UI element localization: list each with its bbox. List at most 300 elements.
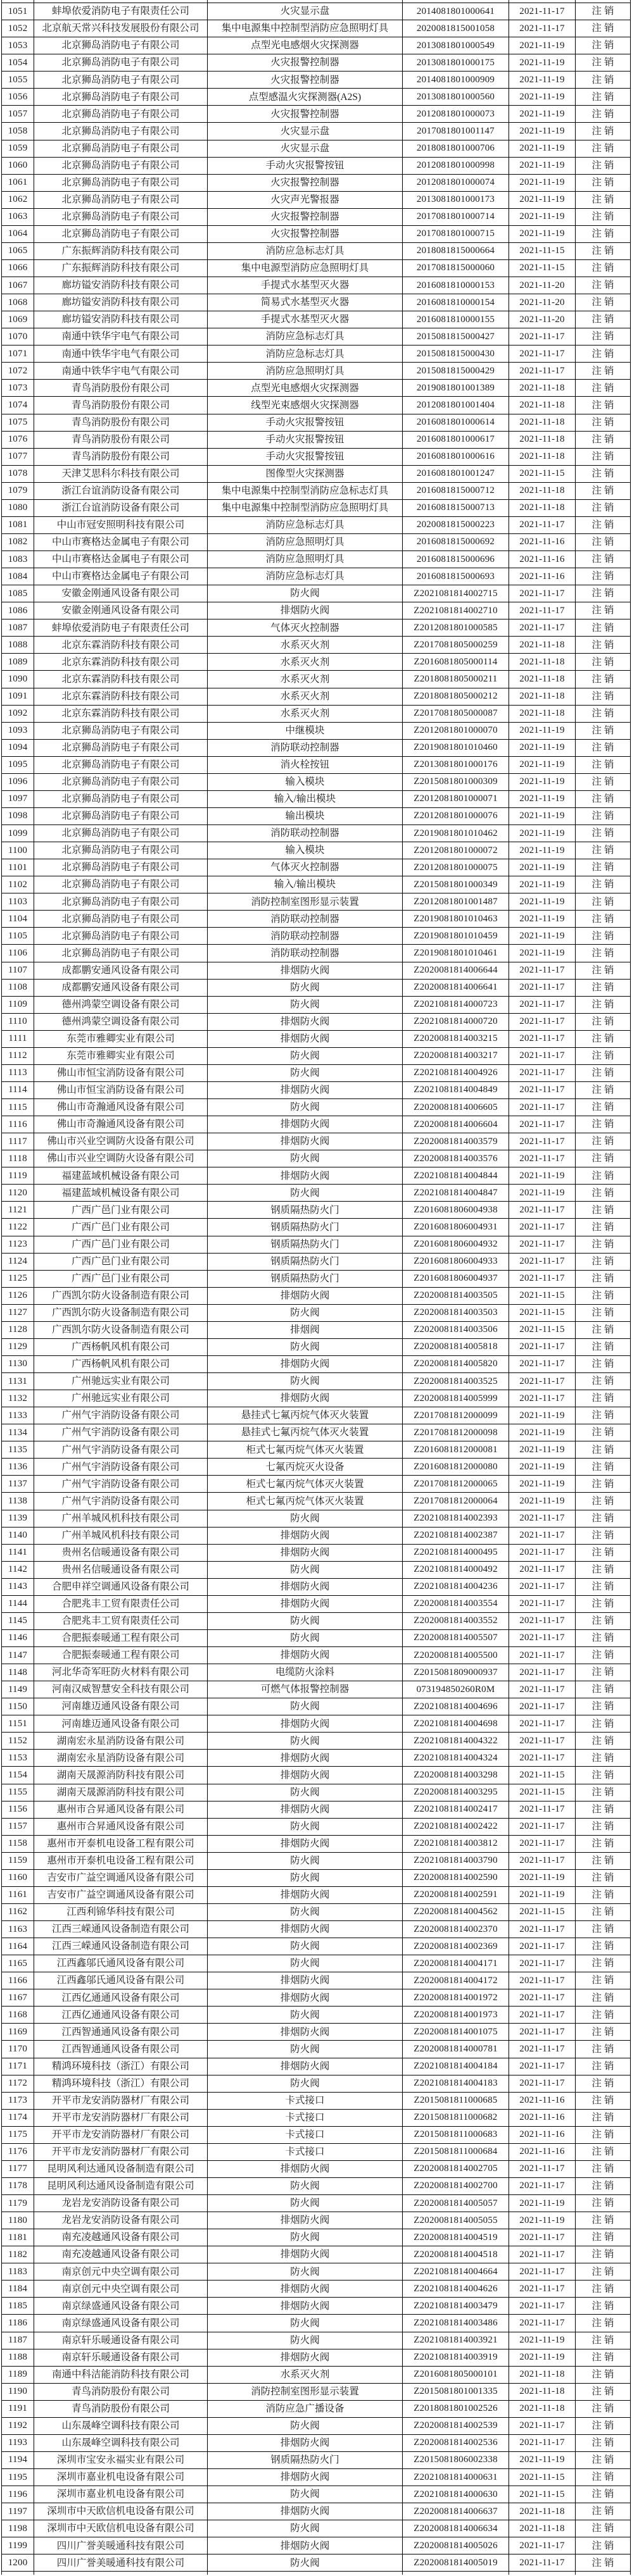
date-cell: 2021-11-17: [509, 2075, 576, 2093]
row-number-cell: 1197: [2, 2503, 34, 2520]
status-cell: 注销: [576, 54, 631, 72]
status-cell: 注销: [576, 2537, 631, 2554]
row-number-cell: 1089: [2, 654, 34, 671]
certificate-number-cell: 2017081801001147: [403, 123, 509, 140]
certificate-number-cell: Z2015081806002338: [403, 2452, 509, 2469]
company-cell: 中山市赛格达金属电子有限公司: [34, 551, 208, 568]
row-number-cell: 1074: [2, 397, 34, 414]
row-number-cell: 1122: [2, 1219, 34, 1236]
table-row: [2, 534, 631, 551]
date-cell: 2021-11-19: [509, 1167, 576, 1185]
product-cell: 钢质隔热防火门: [208, 1271, 403, 1288]
row-number-cell: 1184: [2, 2280, 34, 2298]
row-number-cell: 1190: [2, 2384, 34, 2401]
row-number-cell: 1192: [2, 2418, 34, 2435]
certificate-number-cell: Z2016081805000114: [403, 654, 509, 671]
table-row: [2, 192, 631, 209]
company-cell: 广西广邑门业有限公司: [34, 1254, 208, 1271]
product-cell: 排烟防火阀: [208, 1031, 403, 1048]
certificate-number-cell: 2012081801001404: [403, 397, 509, 414]
table-row: [2, 825, 631, 842]
certificate-number-cell: 2016081801000614: [403, 414, 509, 432]
certificate-number-cell: 2012081801000074: [403, 175, 509, 192]
company-cell: 北京狮岛消防电子有限公司: [34, 209, 208, 226]
status-cell: 注销: [576, 2007, 631, 2024]
table-row: [2, 1185, 631, 1202]
certificate-number-cell: Z2020081814002700: [403, 2178, 509, 2195]
row-number-cell: 1147: [2, 1647, 34, 1664]
product-cell: 水系灭火剂: [208, 654, 403, 671]
product-cell: 水系灭火剂: [208, 637, 403, 654]
certificate-number-cell: Z2015081801000309: [403, 774, 509, 791]
product-cell: 排烟防火阀: [208, 2537, 403, 2554]
company-cell: 中山市赛格达金属电子有限公司: [34, 534, 208, 551]
company-cell: 南京绿盛通风设备有限公司: [34, 2315, 208, 2332]
product-cell: 可燃气体报警控制器: [208, 1681, 403, 1698]
product-cell: 防火阀: [208, 1562, 403, 1579]
status-cell: 注销: [576, 723, 631, 740]
date-cell: 2021-11-19: [509, 825, 576, 842]
product-cell: 图像型火灾探测器: [208, 466, 403, 483]
table-row: [2, 2367, 631, 2384]
status-cell: 注销: [576, 808, 631, 825]
certificate-number-cell: 2018081801000706: [403, 140, 509, 158]
row-number-cell: 1164: [2, 1938, 34, 1955]
company-cell: 惠州市合昇通风设备有限公司: [34, 1819, 208, 1836]
certificate-number-cell: Z2012081801000076: [403, 808, 509, 825]
row-number-cell: 1174: [2, 2110, 34, 2127]
product-cell: 排烟防火阀: [208, 1082, 403, 1099]
table-row: [2, 2503, 631, 2520]
table-row: [2, 1322, 631, 1339]
status-cell: 注销: [576, 363, 631, 380]
table-row: [2, 158, 631, 175]
certificate-number-cell: Z2021081814004847: [403, 1185, 509, 1202]
company-cell: 佛山市恒宝消防设备有限公司: [34, 1082, 208, 1099]
status-cell: 注销: [576, 466, 631, 483]
company-cell: 南充凌越通风设备有限公司: [34, 2246, 208, 2263]
date-cell: 2021-11-20: [509, 277, 576, 294]
status-cell: 注销: [576, 2041, 631, 2058]
status-cell: 注销: [576, 859, 631, 876]
row-number-cell: 1160: [2, 1870, 34, 1887]
row-number-cell: 1079: [2, 483, 34, 500]
product-cell: 排烟防火阀: [208, 1715, 403, 1733]
row-number-cell: 1138: [2, 1493, 34, 1510]
date-cell: 2021-11-17: [509, 3, 576, 20]
row-number-cell: 1102: [2, 876, 34, 893]
date-cell: 2021-11-17: [509, 2537, 576, 2554]
company-cell: 广西凯尔防火设备制造有限公司: [34, 1305, 208, 1322]
row-number-cell: 1182: [2, 2246, 34, 2263]
product-cell: 排烟防火阀: [208, 1014, 403, 1031]
table-row: [2, 1459, 631, 1476]
status-cell: 注销: [576, 449, 631, 466]
date-cell: 2021-11-17: [509, 2418, 576, 2435]
certificate-number-cell: Z2020081814004562: [403, 1904, 509, 1921]
date-cell: 2021-11-18: [509, 671, 576, 688]
row-number-cell: 1169: [2, 2024, 34, 2041]
table-row: [2, 1545, 631, 1562]
row-number-cell: 1136: [2, 1459, 34, 1476]
status-cell: 注销: [576, 2127, 631, 2144]
row-number-cell: 1084: [2, 568, 34, 585]
company-cell: 深圳市中天欧信机电设备有限公司: [34, 2503, 208, 2520]
table-row: [2, 2246, 631, 2263]
product-cell: 防火阀: [208, 1510, 403, 1528]
certificate-number-cell: Z2016081806004933: [403, 1254, 509, 1271]
date-cell: 2021-11-19: [509, 757, 576, 774]
table-row: [2, 72, 631, 89]
table-row: [2, 1528, 631, 1545]
company-cell: 浙江台谊消防设备有限公司: [34, 483, 208, 500]
status-cell: 注销: [576, 1528, 631, 1545]
company-cell: 江西鑫邬氏通风设备有限公司: [34, 1955, 208, 1972]
status-cell: 注销: [576, 602, 631, 619]
row-number-cell: 1188: [2, 2349, 34, 2367]
certificate-number-cell: Z2013081801000176: [403, 757, 509, 774]
certificate-number-cell: Z2021081814002715: [403, 585, 509, 602]
certificate-number-cell: 2015081815000427: [403, 328, 509, 345]
company-cell: 惠州市合昇通风设备有限公司: [34, 1801, 208, 1819]
status-cell: 注销: [576, 1836, 631, 1853]
company-cell: 精鸿环境科技（浙江）有限公司: [34, 2075, 208, 2093]
product-cell: 手提式水基型灭火器: [208, 277, 403, 294]
date-cell: 2021-11-19: [509, 774, 576, 791]
company-cell: 惠州市开泰机电设备工程有限公司: [34, 1836, 208, 1853]
company-cell: 佛山市奇瀚通风设备有限公司: [34, 1116, 208, 1133]
table-row: [2, 1647, 631, 1664]
table-row: [2, 432, 631, 449]
table-row: [2, 500, 631, 517]
row-number-cell: 1180: [2, 2212, 34, 2229]
product-cell: 火灾显示盘: [208, 140, 403, 158]
company-cell: 广州气宇消防设备有限公司: [34, 1459, 208, 1476]
row-number-cell: 1142: [2, 1562, 34, 1579]
status-cell: 注销: [576, 876, 631, 893]
company-cell: 青鸟消防股份有限公司: [34, 2401, 208, 2418]
company-cell: 江西利锦华科技有限公司: [34, 1904, 208, 1921]
company-cell: 北京狮岛消防电子有限公司: [34, 825, 208, 842]
table-row: [2, 980, 631, 997]
company-cell: 贵州名信暖通设备有限公司: [34, 1545, 208, 1562]
status-cell: 注销: [576, 1202, 631, 1219]
row-number-cell: 1072: [2, 363, 34, 380]
table-row: [2, 2315, 631, 2332]
row-number-cell: 1120: [2, 1185, 34, 1202]
status-cell: 注销: [576, 1441, 631, 1459]
certificate-number-cell: Z2020081814002590: [403, 1870, 509, 1887]
date-cell: 2021-11-19: [509, 893, 576, 911]
date-cell: 2021-11-17: [509, 1664, 576, 1681]
product-cell: 线型光束感烟火灾探测器: [208, 397, 403, 414]
date-cell: 2021-11-18: [509, 380, 576, 397]
product-cell: 卡式接口: [208, 2110, 403, 2127]
product-cell: 排烟防火阀: [208, 1116, 403, 1133]
company-cell: 北京狮岛消防电子有限公司: [34, 175, 208, 192]
certificate-number-cell: Z2020081814003576: [403, 1150, 509, 1167]
certificate-number-cell: Z2021081814004236: [403, 1579, 509, 1596]
status-cell: 注销: [576, 2367, 631, 2384]
row-number-cell: 1117: [2, 1133, 34, 1150]
row-number-cell: 1060: [2, 158, 34, 175]
certificate-number-cell: Z2015081801000349: [403, 876, 509, 893]
table-row: [2, 585, 631, 602]
row-number-cell: 1195: [2, 2469, 34, 2486]
company-cell: 深圳市宝安永福实业有限公司: [34, 2452, 208, 2469]
certificate-number-cell: Z2016081812000081: [403, 1441, 509, 1459]
status-cell: 注销: [576, 1853, 631, 1870]
row-number-cell: 1194: [2, 2452, 34, 2469]
certificate-number-cell: Z2012081801000071: [403, 791, 509, 808]
product-cell: 火灾报警控制器: [208, 72, 403, 89]
company-cell: 北京狮岛消防电子有限公司: [34, 123, 208, 140]
row-number-cell: 1187: [2, 2332, 34, 2349]
company-cell: 北京狮岛消防电子有限公司: [34, 842, 208, 859]
table-row: [2, 1870, 631, 1887]
date-cell: 2021-11-19: [509, 1870, 576, 1887]
certificate-number-cell: 2016081810000153: [403, 277, 509, 294]
company-cell: 北京狮岛消防电子有限公司: [34, 859, 208, 876]
table-row: [2, 2401, 631, 2418]
date-cell: 2021-11-17: [509, 328, 576, 345]
product-cell: 输入/输出模块: [208, 791, 403, 808]
certificate-number-cell: Z2021081814004926: [403, 1065, 509, 1082]
product-cell: 点型光电感烟火灾探测器: [208, 37, 403, 54]
table-row: [2, 517, 631, 534]
date-cell: 2021-11-19: [509, 1441, 576, 1459]
certificate-number-cell: Z2020081814002369: [403, 1938, 509, 1955]
table-row: [2, 2144, 631, 2161]
table-row: [2, 89, 631, 106]
row-number-cell: 1128: [2, 1322, 34, 1339]
date-cell: 2021-11-17: [509, 980, 576, 997]
table-row: [2, 2520, 631, 2537]
company-cell: 廊坊镒安消防科技有限公司: [34, 294, 208, 311]
certificate-number-cell: Z2016081806004938: [403, 1202, 509, 1219]
certificate-number-cell: Z2019081801010461: [403, 945, 509, 962]
product-cell: 手动火灾报警按钮: [208, 414, 403, 432]
table-row: [2, 1390, 631, 1407]
table-row: [2, 2024, 631, 2041]
row-number-cell: 1059: [2, 140, 34, 158]
row-number-cell: 1096: [2, 774, 34, 791]
table-row: [2, 1819, 631, 1836]
row-number-cell: 1173: [2, 2093, 34, 2110]
company-cell: 河北华奇军旺防火材料有限公司: [34, 1664, 208, 1681]
date-cell: 2021-11-16: [509, 2144, 576, 2161]
product-cell: 排烟防火阀: [208, 1647, 403, 1664]
table-row: [2, 1219, 631, 1236]
certificate-number-cell: Z2016081806004937: [403, 1271, 509, 1288]
table-row: [2, 740, 631, 757]
product-cell: 输入模块: [208, 842, 403, 859]
date-cell: 2021-11-17: [509, 1801, 576, 1819]
certificate-number-cell: 2012081801000998: [403, 158, 509, 175]
certificate-number-cell: Z2017081812000065: [403, 1476, 509, 1493]
status-cell: 注销: [576, 2503, 631, 2520]
table-row: [2, 893, 631, 911]
table-row: [2, 2058, 631, 2075]
row-number-cell: 1078: [2, 466, 34, 483]
date-cell: 2021-11-17: [509, 2554, 576, 2572]
certificate-number-cell: 2019081801001389: [403, 380, 509, 397]
date-cell: 2021-11-17: [509, 2435, 576, 2452]
product-cell: 排烟防火阀: [208, 2058, 403, 2075]
product-cell: 防火阀: [208, 1784, 403, 1801]
certificate-number-cell: 2017081801000714: [403, 209, 509, 226]
company-cell: 青鸟消防股份有限公司: [34, 414, 208, 432]
row-number-cell: 1100: [2, 842, 34, 859]
date-cell: 2021-11-19: [509, 791, 576, 808]
status-cell: 注销: [576, 175, 631, 192]
row-number-cell: 1151: [2, 1715, 34, 1733]
product-cell: 防火阀: [208, 1150, 403, 1167]
status-cell: 注销: [576, 1870, 631, 1887]
product-cell: 防火阀: [208, 1048, 403, 1065]
certificate-number-cell: Z2021081814003479: [403, 2298, 509, 2315]
date-cell: 2021-11-17: [509, 1339, 576, 1356]
product-cell: 排烟防火阀: [208, 1579, 403, 1596]
status-cell: 注销: [576, 2554, 631, 2572]
row-number-cell: 1066: [2, 260, 34, 277]
row-number-cell: 1112: [2, 1048, 34, 1065]
table-row: [2, 363, 631, 380]
date-cell: 2021-11-19: [509, 2332, 576, 2349]
row-number-cell: 1101: [2, 859, 34, 876]
company-cell: 江西智通通风设备有限公司: [34, 2024, 208, 2041]
date-cell: 2021-11-17: [509, 2178, 576, 2195]
row-number-cell: 1198: [2, 2520, 34, 2537]
certificate-number-cell: Z2020081814003295: [403, 1784, 509, 1801]
certificate-number-cell: 2015081815000430: [403, 345, 509, 363]
row-number-cell: 1125: [2, 1271, 34, 1288]
certificate-number-cell: Z2020081814005820: [403, 1356, 509, 1373]
status-cell: 注销: [576, 1219, 631, 1236]
date-cell: 2021-11-17: [509, 2246, 576, 2263]
table-row: [2, 1801, 631, 1819]
row-number-cell: 1193: [2, 2435, 34, 2452]
date-cell: 2021-11-17: [509, 345, 576, 363]
table-row: [2, 2127, 631, 2144]
certificate-number-cell: 2016081801001247: [403, 466, 509, 483]
date-cell: 2021-11-17: [509, 517, 576, 534]
date-cell: 2021-11-15: [509, 2469, 576, 2486]
table-row: [2, 1989, 631, 2007]
certificate-number-cell: Z2019081801010463: [403, 911, 509, 928]
date-cell: 2021-11-17: [509, 1014, 576, 1031]
certificate-number-cell: Z2020081814002705: [403, 2161, 509, 2178]
status-cell: 注销: [576, 2435, 631, 2452]
product-cell: 防火阀: [208, 2263, 403, 2280]
date-cell: 2021-11-18: [509, 654, 576, 671]
table-row: [2, 654, 631, 671]
row-number-cell: 1140: [2, 1528, 34, 1545]
company-cell: 江西三嵘通风设备制造有限公司: [34, 1938, 208, 1955]
date-cell: 2021-11-19: [509, 1887, 576, 1904]
row-number-cell: 1172: [2, 2075, 34, 2093]
table-row: [2, 774, 631, 791]
row-number-cell: 1126: [2, 1288, 34, 1305]
row-number-cell: 1105: [2, 928, 34, 945]
status-cell: 注销: [576, 2195, 631, 2212]
company-cell: 南通中铁华宇电气有限公司: [34, 363, 208, 380]
status-cell: 注销: [576, 1356, 631, 1373]
product-cell: 火灾报警控制器: [208, 175, 403, 192]
date-cell: 2021-11-15: [509, 1784, 576, 1801]
certificate-number-cell: Z2018081805000212: [403, 688, 509, 706]
row-number-cell: 1056: [2, 89, 34, 106]
table-row: [2, 1202, 631, 1219]
company-cell: 北京航天常兴科技发展股份有限公司: [34, 20, 208, 37]
table-row: [2, 1254, 631, 1271]
status-cell: 注销: [576, 260, 631, 277]
row-number-cell: 1153: [2, 1750, 34, 1767]
table-row: [2, 1596, 631, 1613]
row-number-cell: 1051: [2, 3, 34, 20]
status-cell: 注销: [576, 911, 631, 928]
date-cell: 2021-11-19: [509, 1185, 576, 1202]
table-row: [2, 2418, 631, 2435]
status-cell: 注销: [576, 2144, 631, 2161]
status-cell: 注销: [576, 1407, 631, 1424]
date-cell: 2021-11-18: [509, 2384, 576, 2401]
date-cell: 2021-11-16: [509, 2110, 576, 2127]
company-cell: 昆明风利达通风设备制造有限公司: [34, 2161, 208, 2178]
table-row: [2, 414, 631, 432]
table-row: [2, 209, 631, 226]
table-row: [2, 106, 631, 123]
certificate-number-cell: Z2016081805000101: [403, 2367, 509, 2384]
certificate-number-cell: Z2021081814003486: [403, 2315, 509, 2332]
status-cell: 注销: [576, 72, 631, 89]
product-cell: 排烟防火阀: [208, 1356, 403, 1373]
status-cell: 注销: [576, 671, 631, 688]
date-cell: 2021-11-17: [509, 1065, 576, 1082]
date-cell: 2021-11-20: [509, 311, 576, 328]
company-cell: 成都鹏安通风设备有限公司: [34, 980, 208, 997]
table-row: [2, 2007, 631, 2024]
table-row: [2, 1476, 631, 1493]
certificate-number-cell: Z2020081814002536: [403, 2435, 509, 2452]
company-cell: 南京轩乐暖通设备有限公司: [34, 2349, 208, 2367]
status-cell: 注销: [576, 1476, 631, 1493]
row-number-cell: 1166: [2, 1972, 34, 1989]
status-cell: 注销: [576, 1630, 631, 1647]
status-cell: 注销: [576, 140, 631, 158]
company-cell: 北京狮岛消防电子有限公司: [34, 740, 208, 757]
row-number-cell: 1111: [2, 1031, 34, 1048]
table-row: [2, 1065, 631, 1082]
company-cell: 湖南宏永星消防设备有限公司: [34, 1750, 208, 1767]
product-cell: 消防应急标志灯具: [208, 345, 403, 363]
row-number-cell: 1107: [2, 962, 34, 980]
product-cell: 钢质隔热防火门: [208, 1254, 403, 1271]
row-number-cell: 1061: [2, 175, 34, 192]
company-cell: 深圳市嘉业机电设备有限公司: [34, 2469, 208, 2486]
table-row: [2, 294, 631, 311]
table-row: [2, 2212, 631, 2229]
date-cell: 2021-11-17: [509, 1099, 576, 1116]
table-row: [2, 1698, 631, 1715]
product-cell: 防火阀: [208, 2315, 403, 2332]
company-cell: 广西凯尔防火设备制造有限公司: [34, 1288, 208, 1305]
company-cell: 合肥兆丰工贸有限责任公司: [34, 1596, 208, 1613]
certificate-number-cell: Z2020081814005818: [403, 1339, 509, 1356]
date-cell: 2021-11-17: [509, 1133, 576, 1150]
row-number-cell: 1157: [2, 1819, 34, 1836]
status-cell: 注销: [576, 980, 631, 997]
